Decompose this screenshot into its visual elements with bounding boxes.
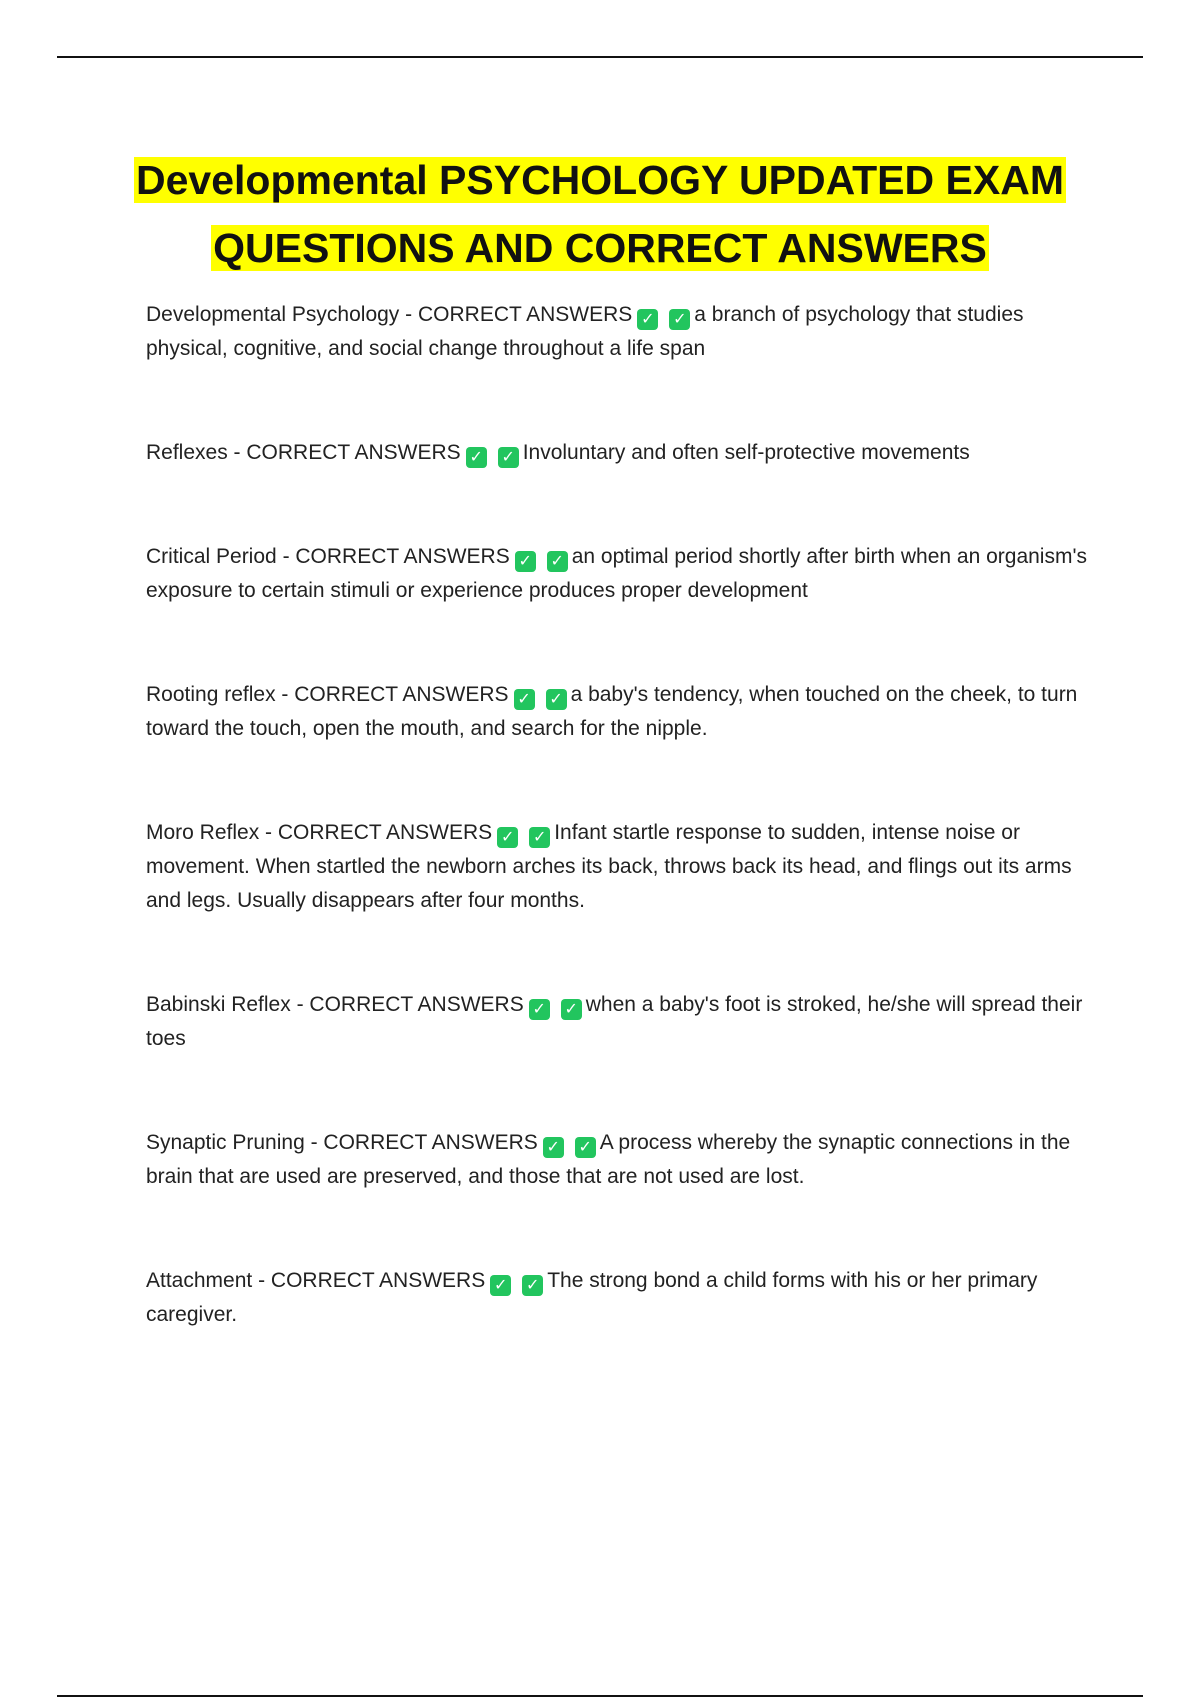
entry-definition: A process whereby the synaptic connections in the brain that are used are preserved, and those that are not used are lost. xyxy=(146,1131,1071,1188)
title-line-2: QUESTIONS AND CORRECT ANSWERS xyxy=(213,225,987,271)
bottom-rule xyxy=(57,1695,1143,1697)
top-rule xyxy=(57,56,1143,58)
check-box-icon: ✓ xyxy=(543,1137,564,1158)
entry-definition: when a baby's foot is stroked, he/she will spread their toes xyxy=(146,993,1083,1050)
check-box-icon: ✓ xyxy=(546,689,567,710)
entry-marker: - CORRECT ANSWERS xyxy=(310,1131,538,1154)
entry-term: Critical Period xyxy=(146,545,277,568)
list-item xyxy=(146,540,1096,608)
check-box-icon: ✓ xyxy=(490,1275,511,1296)
list-item xyxy=(146,1264,1096,1332)
check-box-icon: ✓ xyxy=(575,1137,596,1158)
check-box-icon: ✓ xyxy=(529,999,550,1020)
entry-term: Developmental Psychology xyxy=(146,303,400,326)
entry-marker: - CORRECT ANSWERS xyxy=(281,683,509,706)
list-item xyxy=(146,436,1096,470)
check-box-icon: ✓ xyxy=(498,447,519,468)
entry-definition: a branch of psychology that studies physical, cognitive, and social change throughout a life span xyxy=(146,303,1024,360)
list-item xyxy=(146,678,1096,746)
check-box-icon: ✓ xyxy=(515,551,536,572)
entry-marker: - CORRECT ANSWERS xyxy=(265,821,493,844)
document-title xyxy=(60,146,1140,282)
list-item xyxy=(146,988,1096,1056)
entry-marker: - CORRECT ANSWERS xyxy=(296,993,524,1016)
check-box-icon: ✓ xyxy=(637,309,658,330)
entry-marker: - CORRECT ANSWERS xyxy=(405,303,633,326)
entry-definition: Involuntary and often self-protective movements xyxy=(522,441,970,464)
title-line-1: Developmental PSYCHOLOGY UPDATED EXAM xyxy=(136,157,1064,203)
entry-definition: The strong bond a child forms with his or her primary caregiver. xyxy=(146,1269,1038,1326)
entry-term: Babinski Reflex xyxy=(146,993,291,1016)
check-box-icon: ✓ xyxy=(561,999,582,1020)
check-box-icon: ✓ xyxy=(529,827,550,848)
entry-term: Rooting reflex xyxy=(146,683,276,706)
list-item xyxy=(146,816,1096,918)
entry-term: Synaptic Pruning xyxy=(146,1131,305,1154)
entry-term: Reflexes xyxy=(146,441,228,464)
entry-definition: a baby's tendency, when touched on the cheek, to turn toward the touch, open the mouth, and search for the nipple. xyxy=(146,683,1078,740)
entry-term: Attachment xyxy=(146,1269,253,1292)
check-box-icon: ✓ xyxy=(669,309,690,330)
check-box-icon: ✓ xyxy=(522,1275,543,1296)
check-box-icon: ✓ xyxy=(547,551,568,572)
check-box-icon: ✓ xyxy=(497,827,518,848)
entry-marker: - CORRECT ANSWERS xyxy=(233,441,461,464)
entry-definition: an optimal period shortly after birth when an organism's exposure to certain stimuli or experience produces proper development xyxy=(146,545,1087,602)
entry-marker: - CORRECT ANSWERS xyxy=(258,1269,486,1292)
entry-list xyxy=(146,298,1096,1402)
entry-term: Moro Reflex xyxy=(146,821,260,844)
entry-definition: Infant startle response to sudden, intense noise or movement. When startled the newborn arches its back, throws back its head, and flings out its arms and legs. Usually disappears after four months. xyxy=(146,821,1072,912)
list-item xyxy=(146,298,1096,366)
check-box-icon: ✓ xyxy=(514,689,535,710)
entry-marker: - CORRECT ANSWERS xyxy=(282,545,510,568)
check-box-icon: ✓ xyxy=(466,447,487,468)
list-item xyxy=(146,1126,1096,1194)
